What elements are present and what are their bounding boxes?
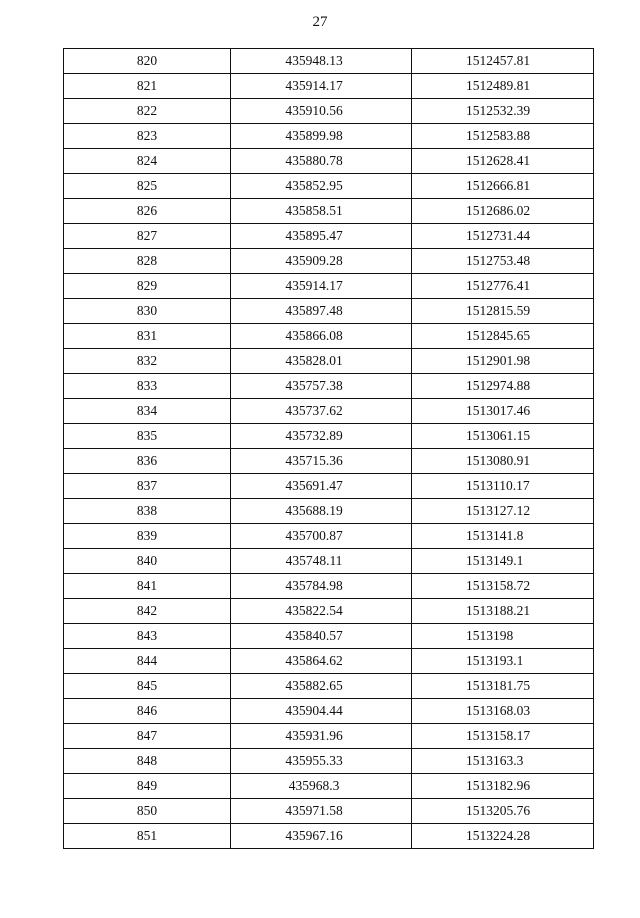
point-number-cell: 845 (64, 674, 231, 699)
table-row (64, 374, 594, 399)
x-coordinate-cell: 435757.38 (231, 374, 412, 399)
table-row (64, 649, 594, 674)
x-coordinate-cell: 435968.3 (231, 774, 412, 799)
table-row (64, 74, 594, 99)
table-row (64, 224, 594, 249)
y-coordinate-cell: 1512457.81 (412, 49, 594, 74)
table-row (64, 549, 594, 574)
x-coordinate-cell: 435822.54 (231, 599, 412, 624)
y-coordinate-cell: 1512666.81 (412, 174, 594, 199)
y-coordinate-cell: 1512974.88 (412, 374, 594, 399)
table-row (64, 324, 594, 349)
point-number-cell: 828 (64, 249, 231, 274)
point-number-cell: 834 (64, 399, 231, 424)
y-coordinate-cell: 1512532.39 (412, 99, 594, 124)
table-row (64, 599, 594, 624)
x-coordinate-cell: 435828.01 (231, 349, 412, 374)
table-row (64, 399, 594, 424)
x-coordinate-cell: 435948.13 (231, 49, 412, 74)
point-number-cell: 844 (64, 649, 231, 674)
table-row (64, 749, 594, 774)
point-number-cell: 847 (64, 724, 231, 749)
table-row (64, 274, 594, 299)
point-number-cell: 851 (64, 824, 231, 849)
x-coordinate-cell: 435852.95 (231, 174, 412, 199)
y-coordinate-cell: 1513110.17 (412, 474, 594, 499)
table-row (64, 499, 594, 524)
x-coordinate-cell: 435955.33 (231, 749, 412, 774)
x-coordinate-cell: 435971.58 (231, 799, 412, 824)
x-coordinate-cell: 435715.36 (231, 449, 412, 474)
x-coordinate-cell: 435899.98 (231, 124, 412, 149)
point-number-cell: 822 (64, 99, 231, 124)
point-number-cell: 837 (64, 474, 231, 499)
table-row (64, 624, 594, 649)
x-coordinate-cell: 435880.78 (231, 149, 412, 174)
x-coordinate-cell: 435910.56 (231, 99, 412, 124)
x-coordinate-cell: 435914.17 (231, 274, 412, 299)
y-coordinate-cell: 1513193.1 (412, 649, 594, 674)
point-number-cell: 833 (64, 374, 231, 399)
y-coordinate-cell: 1512731.44 (412, 224, 594, 249)
y-coordinate-cell: 1512901.98 (412, 349, 594, 374)
table-row (64, 174, 594, 199)
x-coordinate-cell: 435909.28 (231, 249, 412, 274)
x-coordinate-cell: 435700.87 (231, 524, 412, 549)
table-row (64, 49, 594, 74)
point-number-cell: 831 (64, 324, 231, 349)
y-coordinate-cell: 1512753.48 (412, 249, 594, 274)
point-number-cell: 840 (64, 549, 231, 574)
y-coordinate-cell: 1513141.8 (412, 524, 594, 549)
table-row (64, 449, 594, 474)
point-number-cell: 830 (64, 299, 231, 324)
table-row (64, 349, 594, 374)
table-row (64, 149, 594, 174)
table-row (64, 574, 594, 599)
y-coordinate-cell: 1513188.21 (412, 599, 594, 624)
point-number-cell: 839 (64, 524, 231, 549)
point-number-cell: 838 (64, 499, 231, 524)
point-number-cell: 846 (64, 699, 231, 724)
y-coordinate-cell: 1513182.96 (412, 774, 594, 799)
table-row (64, 824, 594, 849)
point-number-cell: 823 (64, 124, 231, 149)
table-row (64, 474, 594, 499)
x-coordinate-cell: 435858.51 (231, 199, 412, 224)
point-number-cell: 841 (64, 574, 231, 599)
x-coordinate-cell: 435688.19 (231, 499, 412, 524)
point-number-cell: 835 (64, 424, 231, 449)
x-coordinate-cell: 435691.47 (231, 474, 412, 499)
table-row (64, 774, 594, 799)
x-coordinate-cell: 435737.62 (231, 399, 412, 424)
x-coordinate-cell: 435748.11 (231, 549, 412, 574)
y-coordinate-cell: 1513017.46 (412, 399, 594, 424)
y-coordinate-cell: 1513127.12 (412, 499, 594, 524)
y-coordinate-cell: 1512628.41 (412, 149, 594, 174)
table-row (64, 99, 594, 124)
y-coordinate-cell: 1513163.3 (412, 749, 594, 774)
y-coordinate-cell: 1513061.15 (412, 424, 594, 449)
table-row (64, 199, 594, 224)
x-coordinate-cell: 435931.96 (231, 724, 412, 749)
x-coordinate-cell: 435864.62 (231, 649, 412, 674)
y-coordinate-cell: 1513224.28 (412, 824, 594, 849)
y-coordinate-cell: 1513158.72 (412, 574, 594, 599)
point-number-cell: 843 (64, 624, 231, 649)
x-coordinate-cell: 435904.44 (231, 699, 412, 724)
table-row (64, 674, 594, 699)
point-number-cell: 820 (64, 49, 231, 74)
coordinates-table (63, 48, 594, 849)
table-row (64, 524, 594, 549)
y-coordinate-cell: 1512583.88 (412, 124, 594, 149)
x-coordinate-cell: 435882.65 (231, 674, 412, 699)
point-number-cell: 842 (64, 599, 231, 624)
page-number: 27 (312, 14, 328, 30)
table-row (64, 724, 594, 749)
point-number-cell: 826 (64, 199, 231, 224)
y-coordinate-cell: 1512845.65 (412, 324, 594, 349)
x-coordinate-cell: 435732.89 (231, 424, 412, 449)
table-row (64, 299, 594, 324)
y-coordinate-cell: 1513080.91 (412, 449, 594, 474)
table-body (64, 49, 594, 849)
point-number-cell: 829 (64, 274, 231, 299)
y-coordinate-cell: 1512489.81 (412, 74, 594, 99)
point-number-cell: 821 (64, 74, 231, 99)
y-coordinate-cell: 1513198 (412, 624, 594, 649)
point-number-cell: 850 (64, 799, 231, 824)
x-coordinate-cell: 435967.16 (231, 824, 412, 849)
x-coordinate-cell: 435895.47 (231, 224, 412, 249)
point-number-cell: 825 (64, 174, 231, 199)
y-coordinate-cell: 1513149.1 (412, 549, 594, 574)
point-number-cell: 824 (64, 149, 231, 174)
x-coordinate-cell: 435897.48 (231, 299, 412, 324)
y-coordinate-cell: 1513181.75 (412, 674, 594, 699)
table-row (64, 249, 594, 274)
point-number-cell: 836 (64, 449, 231, 474)
y-coordinate-cell: 1513168.03 (412, 699, 594, 724)
table-row (64, 424, 594, 449)
y-coordinate-cell: 1512686.02 (412, 199, 594, 224)
table-row (64, 699, 594, 724)
point-number-cell: 848 (64, 749, 231, 774)
x-coordinate-cell: 435866.08 (231, 324, 412, 349)
y-coordinate-cell: 1513205.76 (412, 799, 594, 824)
table-row (64, 799, 594, 824)
x-coordinate-cell: 435840.57 (231, 624, 412, 649)
x-coordinate-cell: 435784.98 (231, 574, 412, 599)
y-coordinate-cell: 1512776.41 (412, 274, 594, 299)
x-coordinate-cell: 435914.17 (231, 74, 412, 99)
y-coordinate-cell: 1513158.17 (412, 724, 594, 749)
point-number-cell: 832 (64, 349, 231, 374)
y-coordinate-cell: 1512815.59 (412, 299, 594, 324)
table-row (64, 124, 594, 149)
point-number-cell: 827 (64, 224, 231, 249)
point-number-cell: 849 (64, 774, 231, 799)
